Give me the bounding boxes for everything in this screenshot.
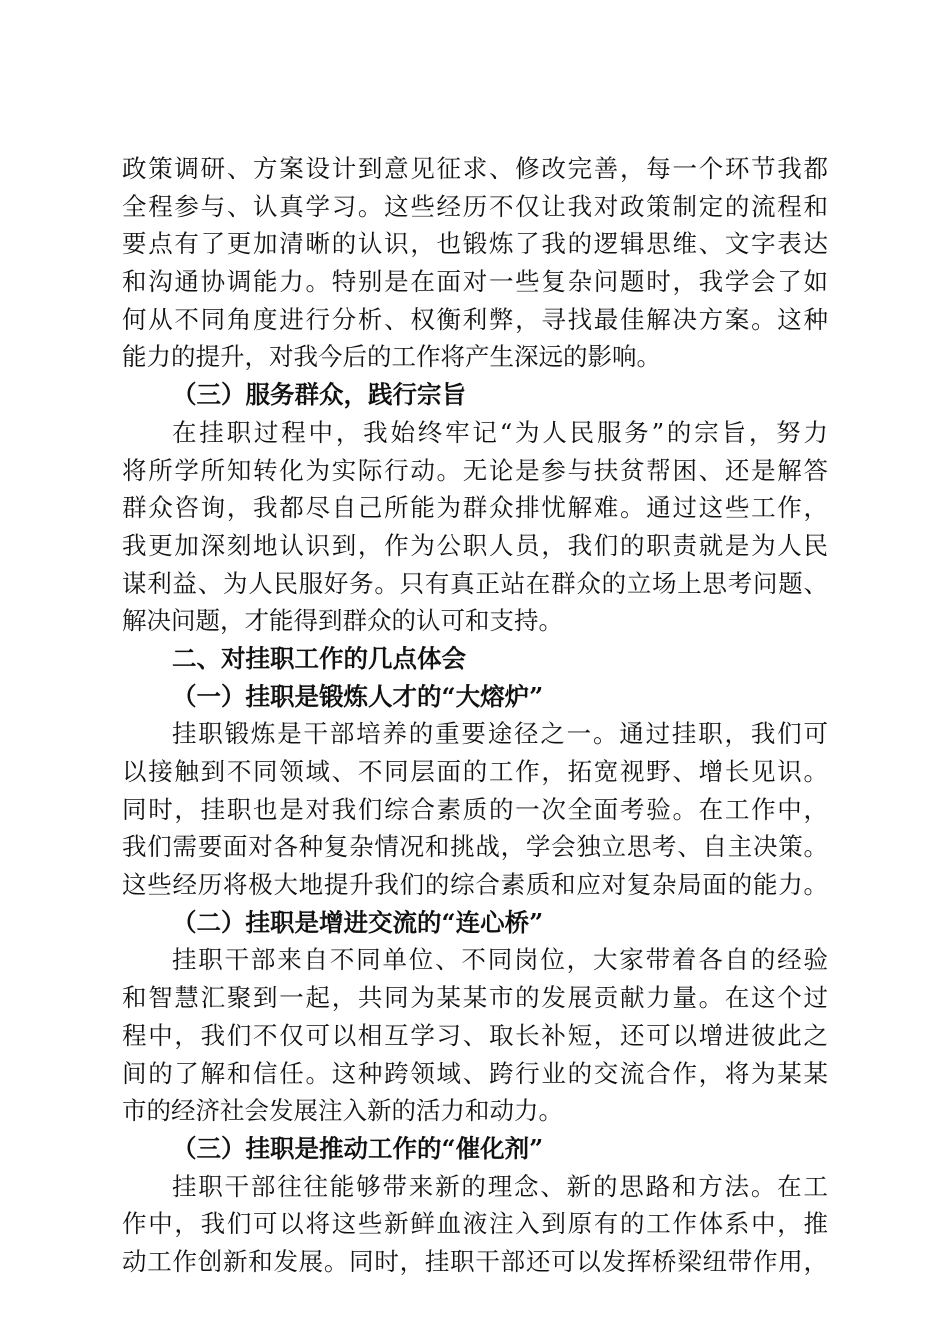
text-line: 这些经历将极大地提升我们的综合素质和应对复杂局面的能力。 [122, 870, 828, 900]
text-line: 解决问题，才能得到群众的认可和支持。 [122, 606, 563, 636]
text-line: 以接触到不同领域、不同层面的工作，拓宽视野、增长见识。 [122, 757, 828, 786]
text-line: 要点有了更加清晰的认识，也锻炼了我的逻辑思维、文字表达 [122, 229, 828, 259]
text-line: 我更加深刻地认识到，作为公职人员，我们的职责就是为人民 [122, 530, 828, 560]
subsection-heading: （一）挂职是锻炼人才的“大熔炉” [172, 681, 544, 711]
text-line: 和沟通协调能力。特别是在面对一些复杂问题时，我学会了如 [122, 267, 828, 297]
text-line: 何从不同角度进行分析、权衡利弊，寻找最佳解决方案。这种 [122, 304, 828, 334]
text-line: 将所学所知转化为实际行动。无论是参与扶贫帮困、还是解答 [122, 455, 828, 485]
text-line: 能力的提升，对我今后的工作将产生深远的影响。 [122, 342, 661, 372]
paragraph [122, 414, 828, 640]
text-line: 作中，我们可以将这些新鲜血液注入到原有的工作体系中，推 [122, 1209, 828, 1239]
section-heading: 二、对挂职工作的几点体会 [172, 643, 466, 673]
subsection-heading: （三）服务群众，践行宗旨 [172, 380, 466, 410]
text-line: 间的了解和信任。这种跨领域、跨行业的交流合作，将为某某 [122, 1058, 828, 1088]
text-line: 全程参与、认真学习。这些经历不仅让我对政策制定的流程和 [122, 191, 828, 221]
subsection-heading: （三）挂职是推动工作的“催化剂” [172, 1133, 544, 1163]
text-line: 和智慧汇聚到一起，共同为某某市的发展贡献力量。在这个过 [122, 983, 828, 1013]
text-line: 同时，挂职也是对我们综合素质的一次全面考验。在工作中， [122, 794, 828, 824]
text-line: 市的经济社会发展注入新的活力和动力。 [122, 1096, 563, 1126]
text-line: 群众咨询，我都尽自己所能为群众排忧解难。通过这些工作， [122, 493, 828, 523]
paragraph [122, 941, 828, 1129]
text-line: 政策调研、方案设计到意见征求、修改完善，每一个环节我都 [122, 154, 828, 183]
text-line: 谋利益、为人民服好务。只有真正站在群众的立场上思考问题、 [122, 568, 828, 598]
text-line: 动工作创新和发展。同时，挂职干部还可以发挥桥梁纽带作用， [122, 1246, 828, 1276]
paragraph [122, 150, 828, 376]
text-line: 程中，我们不仅可以相互学习、取长补短，还可以增进彼此之 [122, 1020, 828, 1050]
subsection-heading: （二）挂职是增进交流的“连心桥” [172, 907, 544, 937]
text-line: 在挂职过程中，我始终牢记“为人民服务”的宗旨，努力 [172, 417, 828, 447]
paragraph [122, 1168, 828, 1281]
text-line: 我们需要面对各种复杂情况和挑战，学会独立思考、自主决策。 [122, 832, 828, 862]
paragraph [122, 715, 828, 903]
text-line: 挂职锻炼是干部培养的重要途径之一。通过挂职，我们可 [172, 719, 828, 749]
text-line: 挂职干部往往能够带来新的理念、新的思路和方法。在工 [172, 1171, 828, 1201]
text-line: 挂职干部来自不同单位、不同岗位，大家带着各自的经验 [172, 945, 828, 975]
document-page [122, 150, 828, 1281]
